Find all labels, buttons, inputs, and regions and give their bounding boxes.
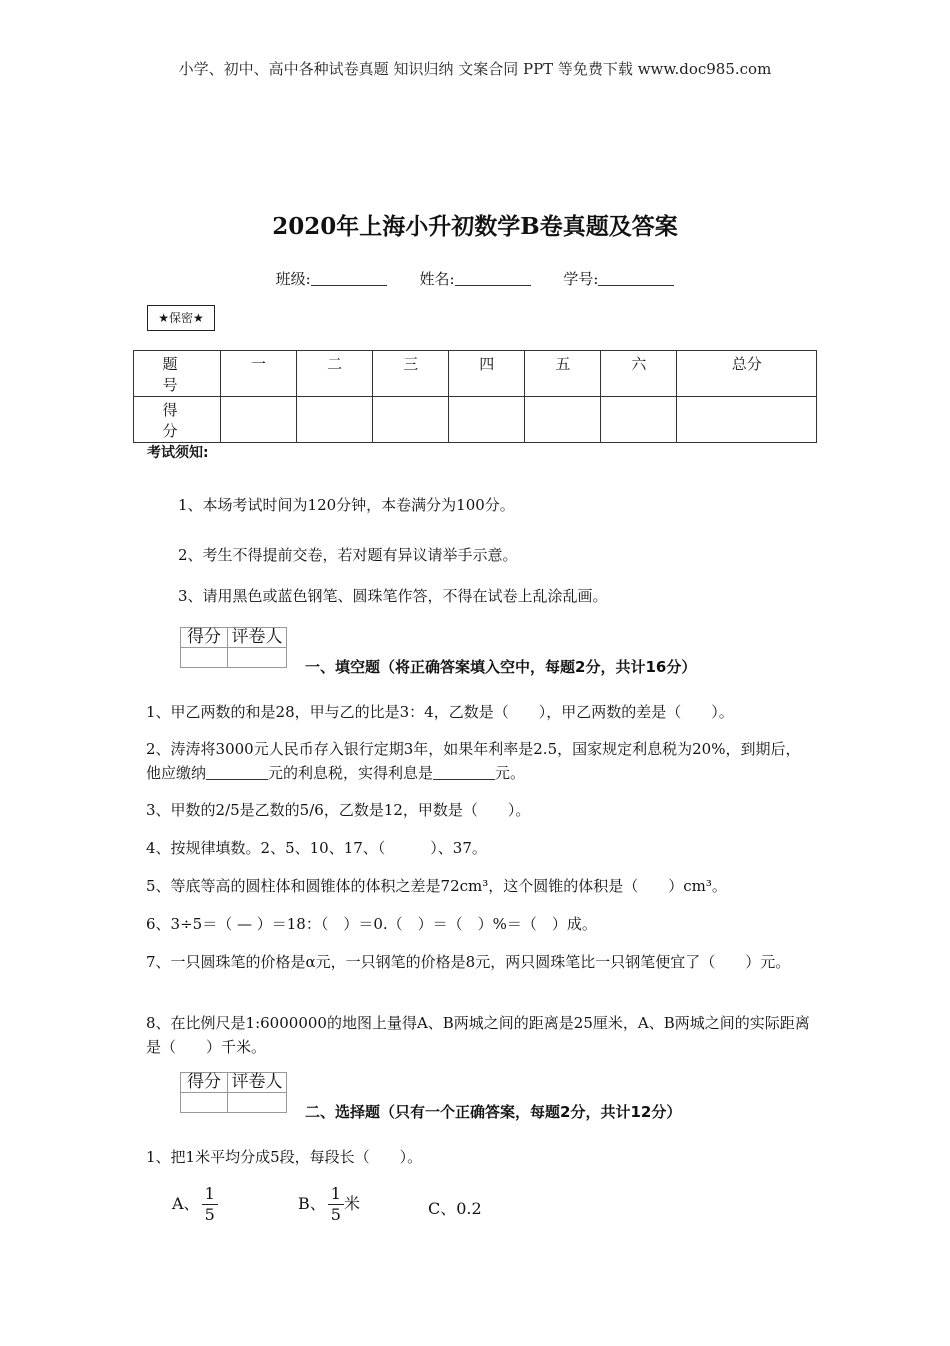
- question-text: 元的利息税，实得利息是: [268, 764, 434, 782]
- answer-blank[interactable]: [433, 765, 495, 780]
- grader-score-label: 得分: [181, 628, 228, 648]
- score-header-cell: 二: [297, 351, 373, 397]
- option-a[interactable]: [172, 1184, 218, 1225]
- fraction: [202, 1184, 218, 1225]
- notice-item: 3、请用黑色或蓝色钢笔、圆珠笔作答，不得在试卷上乱涂乱画。: [178, 587, 608, 605]
- score-cell[interactable]: [373, 397, 449, 443]
- question: 8、在比例尺是1:6000000的地图上量得A、B两城之间的距离是25厘米，A、B两城之间的实际距离是（ ）千米。: [146, 1014, 810, 1056]
- score-cell[interactable]: [677, 397, 817, 443]
- fraction: [328, 1184, 344, 1225]
- grader-reviewer-label: 评卷人: [228, 1073, 287, 1093]
- grader-score-cell[interactable]: [181, 1093, 228, 1113]
- score-header-cell: 六: [601, 351, 677, 397]
- score-header-cell: 五: [525, 351, 601, 397]
- question-text: 元。: [495, 764, 526, 782]
- score-cell[interactable]: [601, 397, 677, 443]
- class-field: [276, 270, 387, 288]
- site-header: 小学、初中、高中各种试卷真题 知识归纳 文案合同 PPT 等免费下载 www.doc985.com: [178, 60, 772, 78]
- section-title: 二、选择题（只有一个正确答案，每题2分，共计12分）: [305, 1103, 682, 1121]
- score-header-cell: 题 号: [134, 351, 221, 397]
- score-row-label: 得 分: [134, 397, 221, 443]
- id-label: 学号:: [563, 270, 599, 288]
- numerator: 1: [328, 1184, 344, 1205]
- question: 4、按规律填数。2、5、10、17、（ ）、37。: [146, 839, 487, 857]
- section-title: 一、填空题（将正确答案填入空中，每题2分，共计16分）: [305, 658, 697, 676]
- denominator: 5: [330, 1205, 341, 1224]
- score-header-cell: 三: [373, 351, 449, 397]
- score-header-cell: 总分: [677, 351, 817, 397]
- option-prefix: B、: [298, 1194, 326, 1213]
- score-table: [133, 350, 817, 443]
- name-field: [419, 270, 530, 288]
- question: 6、3÷5＝（ — ）＝18：（ ）＝0.（ ）＝（ ）%＝（ ）成。: [146, 915, 597, 933]
- option-unit: 米: [343, 1194, 360, 1213]
- denominator: 5: [204, 1205, 215, 1224]
- student-info: [0, 268, 950, 289]
- page-title: 2020年上海小升初数学B卷真题及答案: [272, 213, 678, 240]
- question: 5、等底等高的圆柱体和圆锥体的体积之差是72cm³，这个圆锥的体积是（ ）cm³。: [146, 877, 727, 895]
- class-label: 班级:: [275, 270, 311, 288]
- grader-box: [180, 1072, 287, 1113]
- option-prefix: A、: [172, 1194, 200, 1213]
- question: 1、把1米平均分成5段，每段长（ ）。: [146, 1148, 423, 1166]
- notice-title: 考试须知:: [147, 445, 209, 461]
- score-header-cell: 四: [449, 351, 525, 397]
- score-header-cell: 一: [221, 351, 297, 397]
- option-b[interactable]: [298, 1184, 360, 1225]
- notice-item: 1、本场考试时间为120分钟，本卷满分为100分。: [178, 496, 515, 514]
- class-blank[interactable]: [311, 271, 387, 286]
- grader-reviewer-cell[interactable]: [228, 1093, 287, 1113]
- id-field: [563, 270, 674, 288]
- grader-score-label: 得分: [181, 1073, 228, 1093]
- score-cell[interactable]: [297, 397, 373, 443]
- grader-score-cell[interactable]: [181, 648, 228, 668]
- question: 1、甲乙两数的和是28，甲与乙的比是3：4，乙数是（ ），甲乙两数的差是（ ）。: [146, 703, 734, 721]
- numerator: 1: [202, 1184, 218, 1205]
- score-cell[interactable]: [525, 397, 601, 443]
- score-table-header-row: [134, 351, 817, 397]
- question: [146, 737, 810, 785]
- question: 7、一只圆珠笔的价格是α元，一只钢笔的价格是8元，两只圆珠笔比一只钢笔便宜了（ ）元。: [146, 953, 791, 971]
- confidential-badge: ★保密★: [147, 305, 215, 331]
- question: 3、甲数的2/5是乙数的5/6，乙数是12，甲数是（ ）。: [146, 801, 531, 819]
- name-blank[interactable]: [455, 271, 531, 286]
- score-table-score-row: [134, 397, 817, 443]
- notice-item: 2、考生不得提前交卷，若对题有异议请举手示意。: [178, 546, 518, 564]
- grader-reviewer-cell[interactable]: [228, 648, 287, 668]
- name-label: 姓名:: [419, 270, 455, 288]
- grader-reviewer-label: 评卷人: [228, 628, 287, 648]
- answer-blank[interactable]: [206, 765, 268, 780]
- id-blank[interactable]: [598, 271, 674, 286]
- question-text: 2、涛涛将3000元人民币存入银行定期3年，如果年利率是2.5，国家规定利息税为20%，到期后，他应缴纳: [146, 740, 801, 782]
- score-cell[interactable]: [449, 397, 525, 443]
- score-cell[interactable]: [221, 397, 297, 443]
- grader-box: [180, 627, 287, 668]
- option-c[interactable]: C、0.2: [428, 1199, 482, 1218]
